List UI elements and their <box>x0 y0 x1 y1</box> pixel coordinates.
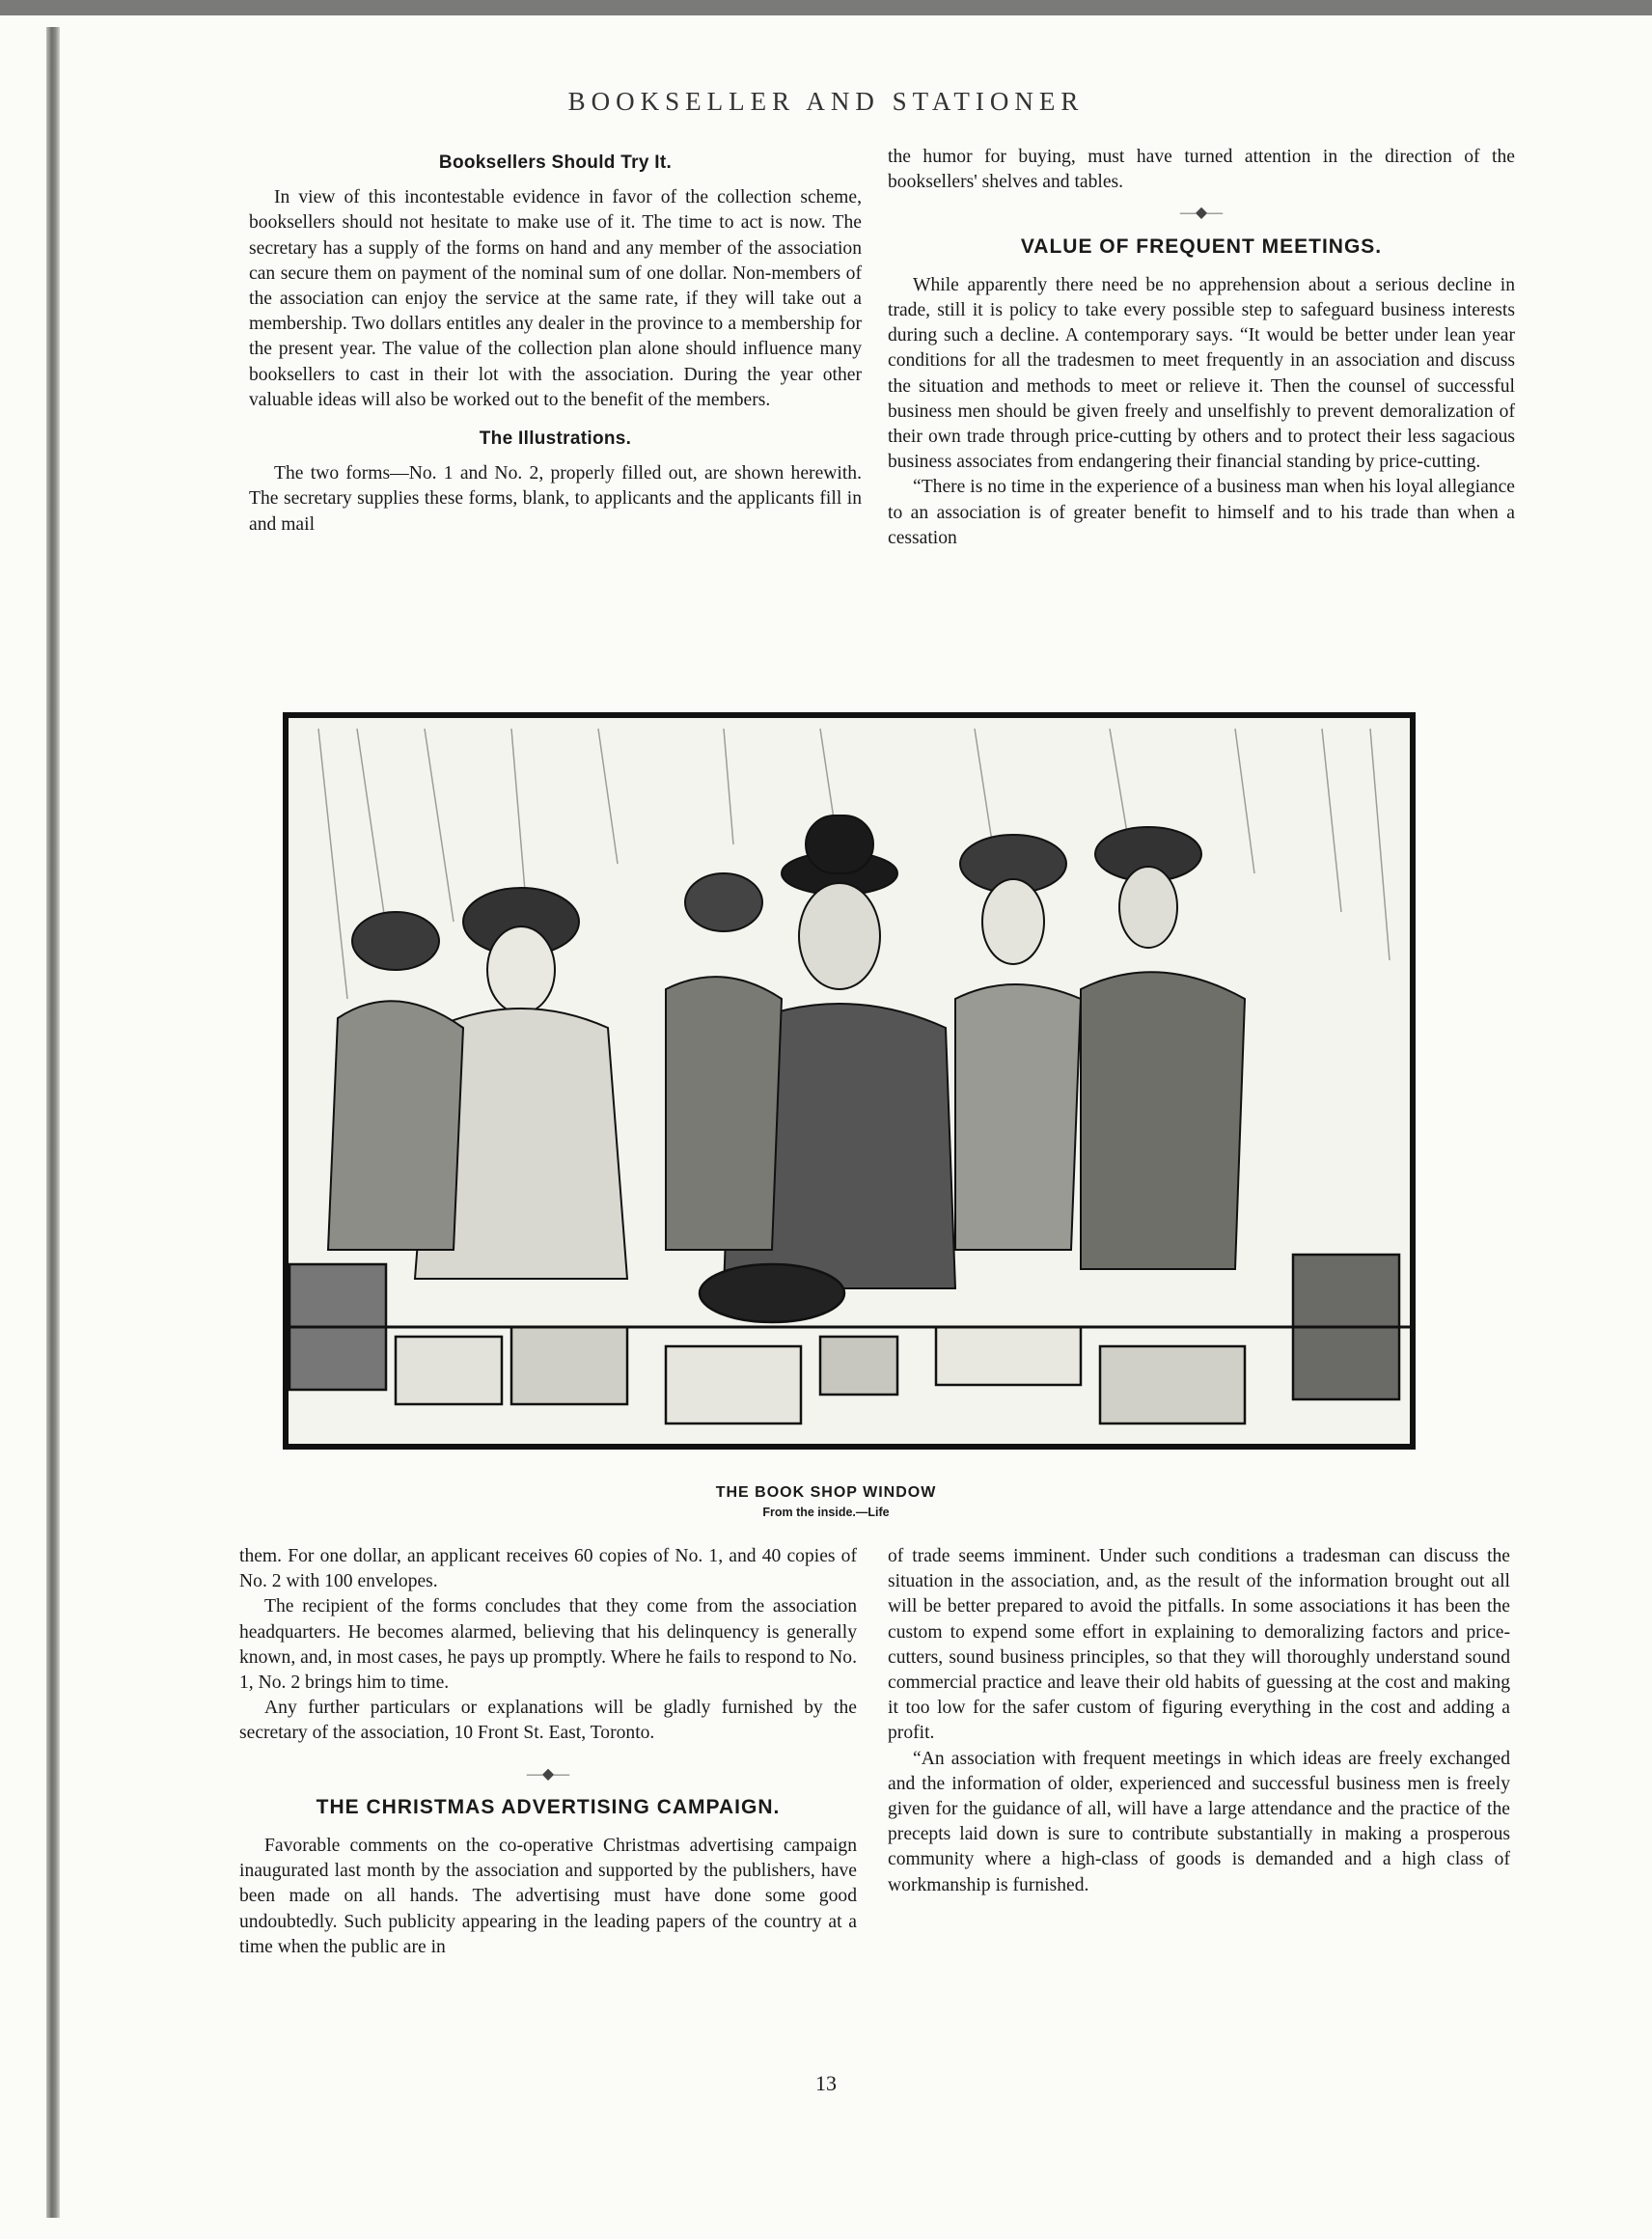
section-ornament: —◆— <box>526 1765 570 1783</box>
right-column-bottom <box>888 1544 1510 1898</box>
paragraph: Any further particulars or explanations will be gladly furnished by the secretary of the association, 10 Front St. East, Toronto. <box>239 1698 857 1744</box>
heading-christmas-advertising-campaign: THE CHRISTMAS ADVERTISING CAMPAIGN. <box>316 1795 781 1818</box>
heading-the-illustrations: The Illustrations. <box>479 428 632 450</box>
binding-gutter <box>46 27 60 2218</box>
left-column-bottom <box>239 1544 857 1960</box>
paragraph: Favorable comments on the co-operative Christmas advertising campaign inaugurated last month by the association and supported by the publishers, have been made on all hands. The advertising must have done some good undoubtedly. Such publicity appearing in the leading papers of the country at a time when the public are in <box>239 1836 857 1957</box>
page-number: 13 <box>815 2071 837 2095</box>
paragraph: “There is no time in the experience of a business man when his loyal allegiance to an association is of greater benefit to himself and to his trade than when a cessation <box>888 477 1515 548</box>
caption-credit: From the inside.—Life <box>762 1506 890 1519</box>
illustration-caption <box>0 1484 1652 1519</box>
left-column-top <box>249 145 862 538</box>
paragraph: The two forms—No. 1 and No. 2, properly filled out, are shown herewith. The secretary supplies these forms, blank, to applicants and the applicants fill in and mail <box>249 463 862 535</box>
caption-title: THE BOOK SHOP WINDOW <box>715 1484 937 1501</box>
running-head: BOOKSELLER AND STATIONER <box>567 87 1085 116</box>
heading-value-of-frequent-meetings: VALUE OF FREQUENT MEETINGS. <box>1020 235 1383 258</box>
paragraph-continued: them. For one dollar, an applicant receives 60 copies of No. 1, and 40 copies of No. 2 with 100 envelopes. <box>239 1546 857 1592</box>
section-ornament: —◆— <box>1179 205 1224 222</box>
heading-booksellers-should-try-it: Booksellers Should Try It. <box>438 152 673 173</box>
paragraph: In view of this incontestable evidence in favor of the collection scheme, booksellers should not hesitate to make use of it. The time to act is now. The secretary has a supply of the forms on hand and any member of the association can secure them on payment of the nominal sum of one dollar. Non-members of the association can enjoy the service at the same rate, if they will take out a membership. Two dollars entitles any dealer in the province to a membership for the present year. The value of the collection plan alone should influence many booksellers to cast in their lot with the association. During the year other valuable ideas will also be worked out to the benefit of the members. <box>249 187 862 410</box>
right-column-top <box>888 145 1515 551</box>
paragraph: “An association with frequent meetings in which ideas are freely exchanged and the information of older, experienced and successful business men is freely given for the guidance of all, will have a large attendance and the practice of the precepts laid down is sure to contribute substantially in making a prosperous community where a high-class of goods is demanded and a high class of workmanship is furnished. <box>888 1748 1510 1895</box>
paragraph-continued: of trade seems imminent. Under such conditions a tradesman can discuss the situation in the association, and, as the result of the information brought out all will be better prepared to avoid the pitfalls. In some associations it has been the custom to expend some effort in explaining to demoralizing factors and price-cutters, sound business principles, so that they will thoroughly understand sound commercial practice and leave their old habits of guessing at the cost and making it too low for the safer custom of figuring everything in the cost and adding a profit. <box>888 1546 1510 1744</box>
paragraph: While apparently there need be no apprehension about a serious decline in trade, still it is policy to take every possible step to safeguard business interests during such a decline. A contemporary says. “It would be better under lean year conditions for all the tradesmen to meet frequently in an association and discuss the situation and methods to meet or relieve it. Then the counsel of successful business men should be given freely and unselfishly to prevent demoralization of their own trade through price-cutting by others and to protect their less sagacious business associates from endangering their financial standing by price-cutting. <box>888 274 1515 473</box>
book-shop-window-illustration <box>280 709 1418 1452</box>
scan-top-edge <box>0 0 1652 15</box>
paragraph: The recipient of the forms concludes that they come from the association headquarters. He becomes alarmed, believing that his delinquency is generally known, and, in most cases, he pays up promptly. Where he fails to respond to No. 1, No. 2 brings him to time. <box>239 1596 857 1694</box>
paragraph-continued: the humor for buying, must have turned attention in the direction of the booksellers' shelves and tables. <box>888 147 1515 193</box>
